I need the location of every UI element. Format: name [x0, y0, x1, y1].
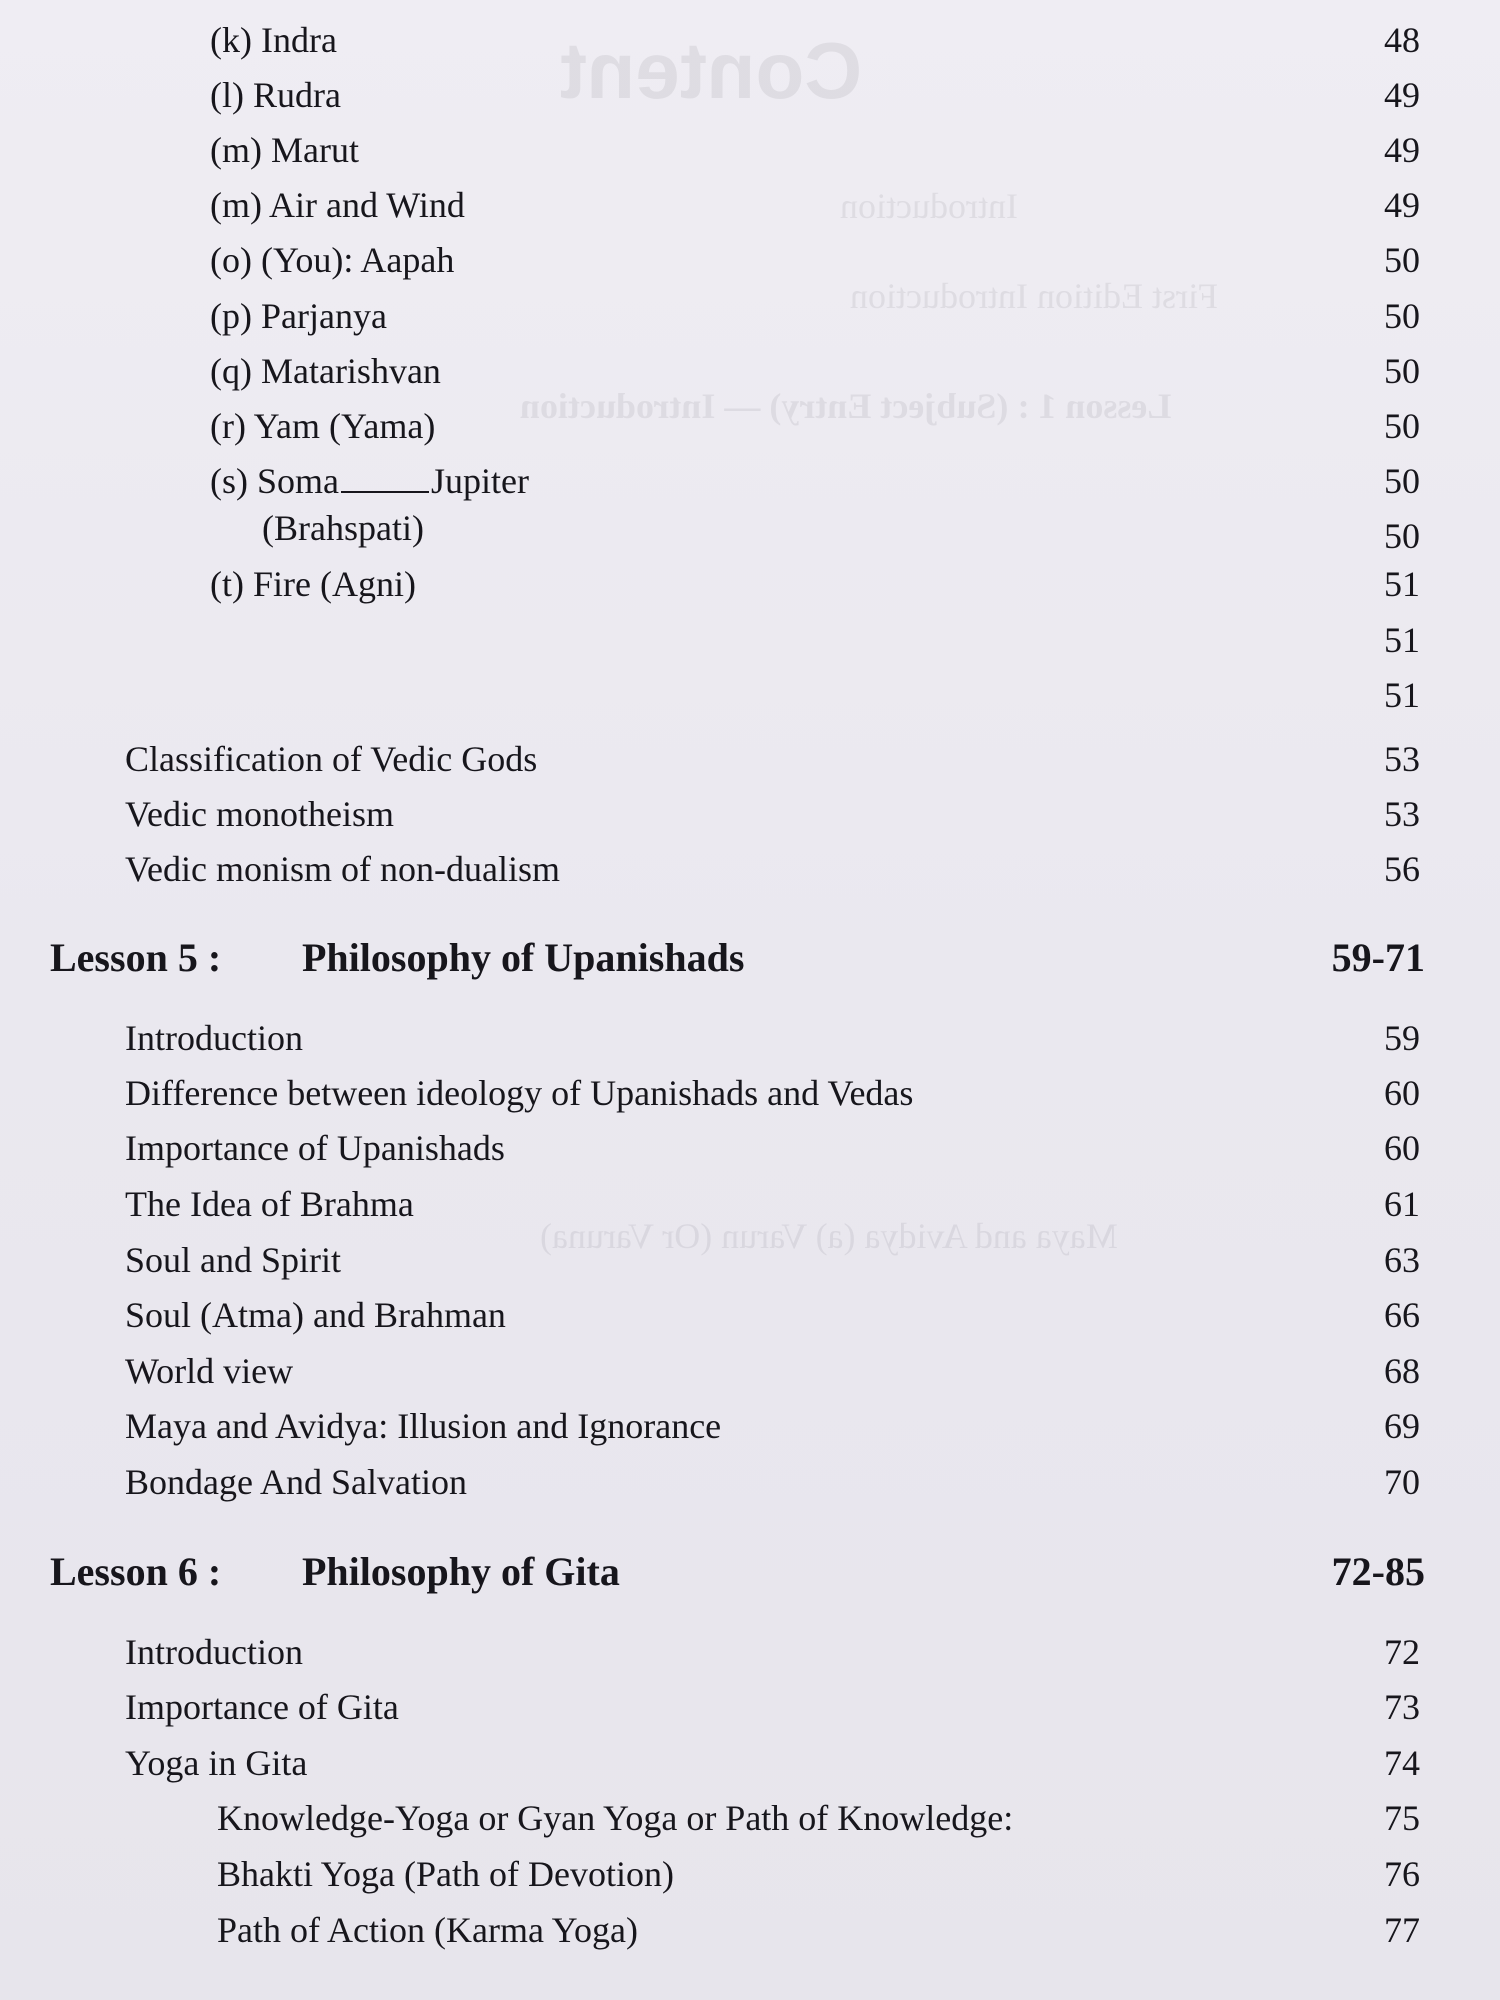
toc-sub-entry[interactable]: (l) Rudra 49 [210, 69, 1420, 121]
lesson-number: Lesson 5 : [50, 935, 222, 980]
toc-entry[interactable]: Difference between ideology of Upanishads and Vedas 60 [125, 1067, 1420, 1119]
toc-sub-entry[interactable]: (m) Air and Wind 49 [210, 179, 1420, 231]
page-number: 49 [1384, 75, 1420, 115]
page-number: 50 [1384, 406, 1420, 446]
page-number: 49 [1384, 130, 1420, 170]
toc-entry[interactable]: Vedic monotheism 53 [125, 788, 1420, 840]
page-number: 56 [1384, 849, 1420, 889]
page-number: 73 [1384, 1687, 1420, 1727]
page-number: 72 [1384, 1632, 1420, 1672]
show-through-text: First Edition Introduction [850, 276, 1218, 316]
toc-entry[interactable]: Introduction 72 [125, 1626, 1420, 1678]
page-number: 50 [1384, 351, 1420, 391]
page-number: 61 [1384, 1184, 1420, 1224]
page-number: 59 [1384, 1018, 1420, 1058]
lesson-heading[interactable] [50, 928, 1425, 988]
toc-entry[interactable]: Introduction 59 [125, 1012, 1420, 1064]
show-through-text: Introduction [840, 186, 1018, 226]
lesson-title: Philosophy of Gita [302, 1549, 620, 1594]
toc-entry[interactable]: Yoga in Gita 74 [125, 1737, 1420, 1789]
lesson-heading[interactable] [50, 1542, 1425, 1602]
page-number: 53 [1384, 739, 1420, 779]
page-number: 75 [1384, 1798, 1420, 1838]
toc-entry[interactable]: Soul and Spirit 63 [125, 1234, 1420, 1286]
page-number: 50 [1384, 461, 1420, 501]
show-through-text: Lesson 1 : (Subject Entry) — Introduction [520, 386, 1172, 426]
show-through-text: Content [560, 26, 863, 115]
toc-entry[interactable]: Bondage And Salvation 70 [125, 1456, 1420, 1508]
page-number: 60 [1384, 1128, 1420, 1168]
page-number: 50 [1384, 240, 1420, 280]
blank-line [341, 465, 429, 493]
lesson-title: Philosophy of Upanishads [302, 935, 745, 980]
toc-sub-entry[interactable]: (p) Parjanya 50 [210, 290, 1420, 342]
entry-label-part: (s) Soma [210, 461, 339, 501]
entry-continuation: (Brahspati) [262, 508, 424, 548]
page-number: 51 [1384, 564, 1420, 604]
toc-entry[interactable]: The Idea of Brahma 61 [125, 1178, 1420, 1230]
lesson-page-range: 59-71 [1331, 935, 1425, 980]
page-number: 51 [1384, 620, 1420, 660]
page-number: 49 [1384, 185, 1420, 225]
page-number: 77 [1384, 1910, 1420, 1950]
page-number: 76 [1384, 1854, 1420, 1894]
toc-entry[interactable]: Maya and Avidya: Illusion and Ignorance 69 [125, 1400, 1420, 1452]
entry-label-part: Jupiter [431, 461, 529, 501]
toc-sub-entry[interactable]: Path of Action (Karma Yoga) 77 [217, 1904, 1420, 1956]
toc-entry[interactable]: Vedic monism of non-dualism 56 [125, 843, 1420, 895]
toc-sub-entry[interactable]: (k) Indra 48 [210, 14, 1420, 66]
page-number: 66 [1384, 1295, 1420, 1335]
toc-sub-entry[interactable]: (r) Yam (Yama) 50 [210, 400, 1420, 452]
page-number: 68 [1384, 1351, 1420, 1391]
page-number: 51 [1384, 675, 1420, 715]
lesson-page-range: 72-85 [1331, 1549, 1425, 1594]
toc-page-only [210, 510, 1420, 562]
toc-entry[interactable]: Importance of Upanishads 60 [125, 1122, 1420, 1174]
page-number: 74 [1384, 1743, 1420, 1783]
toc-entry[interactable]: Classification of Vedic Gods 53 [125, 733, 1420, 785]
toc-page-only [210, 669, 1420, 721]
toc-entry[interactable]: World view 68 [125, 1345, 1420, 1397]
page-number: 50 [1384, 296, 1420, 336]
toc-sub-entry[interactable]: Bhakti Yoga (Path of Devotion) 76 [217, 1848, 1420, 1900]
show-through-text: Maya and Avidya (a) Varun (Or Varuna) [540, 1216, 1118, 1256]
page-number: 50 [1384, 516, 1420, 556]
lesson-number: Lesson 6 : [50, 1549, 222, 1594]
toc-sub-entry[interactable] [210, 455, 1420, 507]
page-number: 48 [1384, 20, 1420, 60]
page-number: 53 [1384, 794, 1420, 834]
toc-sub-entry[interactable]: Knowledge-Yoga or Gyan Yoga or Path of Knowledge: 75 [217, 1792, 1420, 1844]
page-number: 63 [1384, 1240, 1420, 1280]
toc-sub-entry[interactable]: (q) Matarishvan 50 [210, 345, 1420, 397]
toc-entry[interactable]: Importance of Gita 73 [125, 1681, 1420, 1733]
toc-sub-entry[interactable]: (t) Fire (Agni) 51 [210, 558, 1420, 610]
page-number: 70 [1384, 1462, 1420, 1502]
page-number: 60 [1384, 1073, 1420, 1113]
page-number: 69 [1384, 1406, 1420, 1446]
toc-sub-entry[interactable]: (o) (You): Aapah 50 [210, 234, 1420, 286]
toc-entry[interactable]: Soul (Atma) and Brahman 66 [125, 1289, 1420, 1341]
toc-sub-entry[interactable]: (m) Marut 49 [210, 124, 1420, 176]
toc-page-only [210, 614, 1420, 666]
